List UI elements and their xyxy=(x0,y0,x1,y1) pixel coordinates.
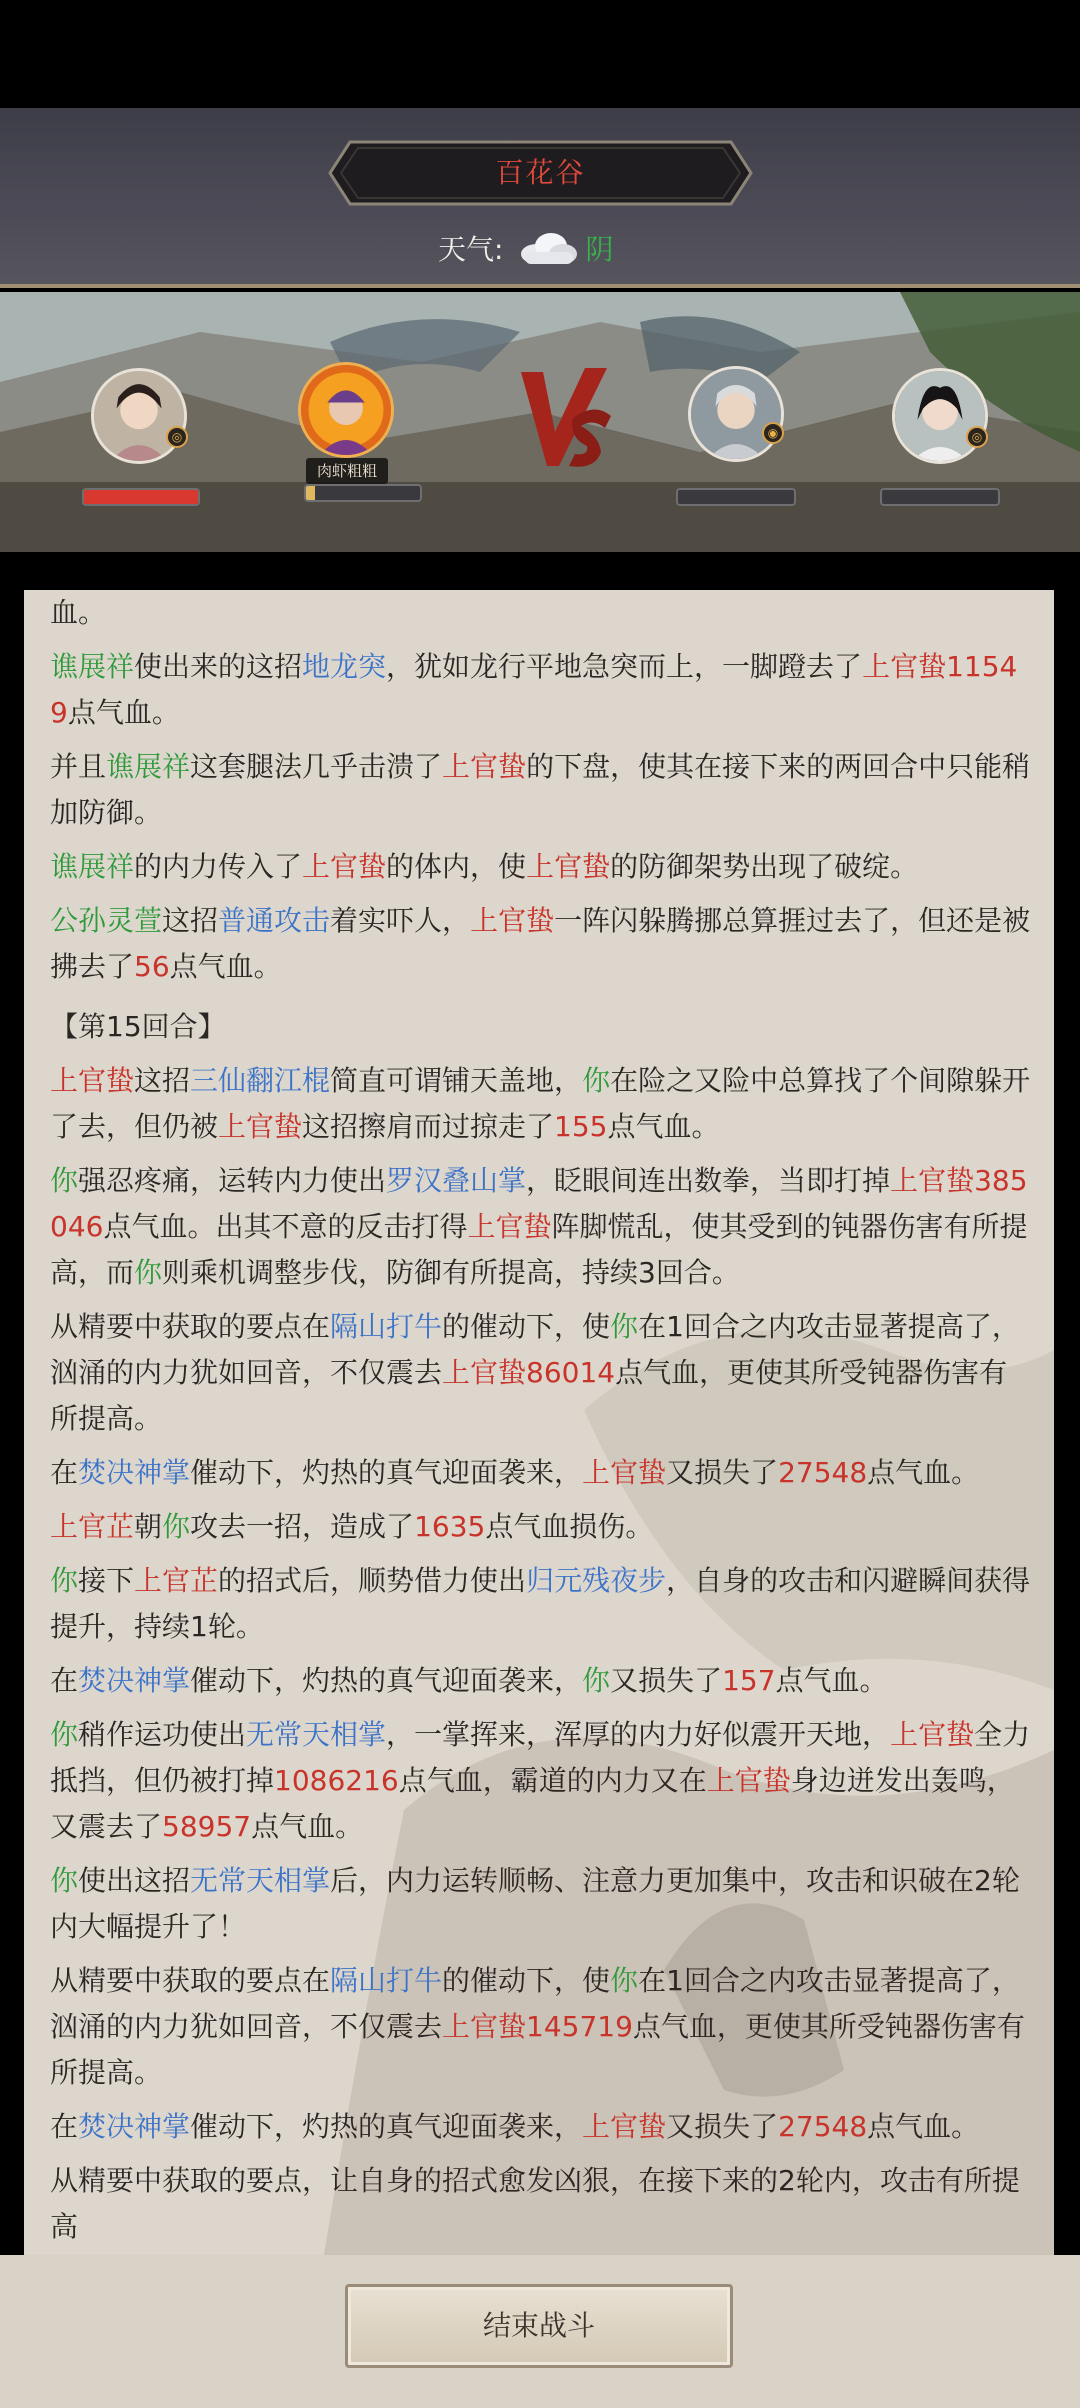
log-text-segment: 催动下，灼热的真气迎面袭来， xyxy=(190,1664,583,1697)
log-text-segment: 从精要中获取的要点在 xyxy=(50,1964,331,1997)
log-text-segment: 的体内，使 xyxy=(386,850,527,883)
log-text-segment: 从精要中获取的要点在 xyxy=(50,1310,331,1343)
log-entry xyxy=(50,844,1034,890)
log-text-segment: 的下盘，使其在接下来的两回合中只能稍加防御。 xyxy=(50,750,1031,829)
weather-info xyxy=(438,226,613,270)
log-entry xyxy=(50,1004,1034,1050)
log-text-segment: 强忍疼痛，运转内力使出 xyxy=(78,1164,387,1197)
battle-log[interactable] xyxy=(24,590,1054,2255)
location-header xyxy=(0,108,1080,288)
log-text-segment: 上官蛰11549 xyxy=(50,650,1018,729)
location-plate xyxy=(328,140,753,206)
log-text-segment: 点气血。 xyxy=(67,696,180,729)
log-text-segment: 点气血损伤。 xyxy=(485,1510,654,1543)
log-text-segment: 公孙灵萱 xyxy=(50,904,163,937)
log-text-segment: 这招 xyxy=(162,904,219,937)
log-text-segment: 归元残夜步 xyxy=(526,1564,667,1597)
log-text-segment: ，自身的攻击和闪避瞬间获得提升，持续1轮。 xyxy=(50,1564,1031,1643)
log-text-segment: 你 xyxy=(162,1510,191,1543)
enemy-avatar-1[interactable] xyxy=(688,366,784,462)
log-entry xyxy=(50,898,1034,990)
log-text-segment: 稍作运功使出 xyxy=(78,1718,247,1751)
ally-avatar-2[interactable] xyxy=(298,362,394,458)
log-text-segment: 在险之又险中总算找了个间隙躲开了去，但仍被 xyxy=(50,1064,1031,1143)
log-text-segment: 隔山打牛 xyxy=(330,1310,443,1343)
log-text-segment: 你 xyxy=(582,1064,611,1097)
log-text-segment: 56 xyxy=(134,950,170,983)
log-text-segment: 27548 xyxy=(778,2110,868,2143)
log-text-segment: 在 xyxy=(50,1664,79,1697)
ally-2-name-tag: 肉虾粗粗 xyxy=(306,458,388,484)
enemy-2-class-badge: ◎ xyxy=(966,426,988,448)
log-text-segment: 的催动下，使 xyxy=(442,1310,611,1343)
log-text-segment: 上官蛰 xyxy=(467,1210,552,1243)
enemy-1-class-badge: ◉ xyxy=(762,422,784,444)
log-text-segment: 朝 xyxy=(134,1510,163,1543)
weather-value: 阴 xyxy=(585,233,614,266)
log-text-segment: 使出来的这招 xyxy=(134,650,303,683)
log-text-segment: 在 xyxy=(50,1456,79,1489)
log-text-segment: 你 xyxy=(50,1718,79,1751)
log-text-segment: 催动下，灼热的真气迎面袭来， xyxy=(190,1456,583,1489)
ally-2-hp-fill xyxy=(306,486,315,500)
log-text-segment: 点气血。 xyxy=(607,1110,720,1143)
log-text-segment: 你 xyxy=(610,1310,639,1343)
enemy-1-hp-bar xyxy=(676,488,796,506)
log-text-segment: 攻去一招，造成了 xyxy=(190,1510,415,1543)
weather-label: 天气: xyxy=(438,233,504,266)
log-text-segment: 上官蛰 xyxy=(890,1718,975,1751)
log-text-segment: 你 xyxy=(50,1164,79,1197)
log-text-segment: 上官蛰86014 xyxy=(442,1356,616,1389)
log-text-segment: 这招 xyxy=(134,1064,191,1097)
log-text-segment: 上官芷 xyxy=(134,1564,219,1597)
log-text-segment: 又损失了 xyxy=(610,1664,723,1697)
log-text-segment: 点气血，霸道的内力又在 xyxy=(398,1764,707,1797)
log-entry xyxy=(50,644,1034,736)
log-text-segment: 1086216 xyxy=(274,1764,399,1797)
log-text-segment: 隔山打牛 xyxy=(330,1964,443,1997)
log-text-segment: ，犹如龙行平地急突而上，一脚蹬去了 xyxy=(386,650,863,683)
log-text-segment: ，眨眼间连出数拳，当即打掉 xyxy=(526,1164,891,1197)
log-text-segment: 接下 xyxy=(78,1564,135,1597)
log-text-segment: 三仙翻江棍 xyxy=(190,1064,331,1097)
log-text-segment: 在1回合之内攻击显著提高了，汹涌的内力犹如回音，不仅震去 xyxy=(50,1310,1020,1389)
log-text-segment: 上官蛰 xyxy=(526,850,611,883)
log-entry xyxy=(50,1558,1034,1650)
ally-avatar-1[interactable] xyxy=(91,368,187,464)
log-entry xyxy=(50,1058,1034,1150)
log-text-segment: 全力抵挡，但仍被打掉 xyxy=(50,1718,1031,1797)
location-title: 百花谷 xyxy=(495,156,586,189)
log-text-segment: 阵脚慌乱，使其受到的钝器伤害有所提高，而 xyxy=(50,1210,1028,1289)
log-text-segment: 又损失了 xyxy=(666,1456,779,1489)
log-text-segment: 点气血。 xyxy=(867,2110,980,2143)
log-text-segment: 上官蛰385046 xyxy=(50,1164,1028,1243)
log-text-segment: 催动下，灼热的真气迎面袭来， xyxy=(190,2110,583,2143)
log-text-segment: 点气血，更使其所受钝器伤害有所提高。 xyxy=(50,2010,1025,2089)
log-text-segment: 27548 xyxy=(778,1456,868,1489)
ally-1-hp-bar xyxy=(82,488,200,506)
log-text-segment: 上官蛰 xyxy=(582,1456,667,1489)
log-text-segment: 58957 xyxy=(162,1810,252,1843)
log-text-segment: 上官蛰145719 xyxy=(442,2010,633,2043)
log-text-segment: ，一掌挥来，浑厚的内力好似震开天地， xyxy=(386,1718,891,1751)
cloud-icon xyxy=(515,228,581,268)
log-entry xyxy=(50,1958,1034,2096)
enemy-avatar-2[interactable] xyxy=(892,368,988,464)
log-text-segment: 后，内力运转顺畅、注意力更加集中，攻击和识破在2轮内大幅提升了！ xyxy=(50,1864,1020,1943)
log-entry xyxy=(50,1158,1034,1296)
log-text-segment: 焚决神掌 xyxy=(78,1456,191,1489)
log-entry xyxy=(50,1504,1034,1550)
log-text-segment: 上官蛰 xyxy=(218,1110,303,1143)
log-text-segment: 这套腿法几乎击溃了 xyxy=(190,750,443,783)
log-text-segment: 上官蛰 xyxy=(706,1764,791,1797)
log-text-segment: 点气血。 xyxy=(867,1456,980,1489)
log-text-segment: 的招式后，顺势借力使出 xyxy=(218,1564,527,1597)
log-text-segment: 则乘机调整步伐，防御有所提高，持续3回合。 xyxy=(162,1256,740,1289)
log-text-segment: 谯展祥 xyxy=(50,850,135,883)
log-text-segment: 从精要中获取的要点，让自身的招式愈发凶狠，在接下来的2轮内，攻击有所提高 xyxy=(50,2164,1020,2243)
log-text-segment: 使出这招 xyxy=(78,1864,191,1897)
log-text-segment: 的内力传入了 xyxy=(134,850,303,883)
log-text-segment: 点气血。出其不意的反击打得 xyxy=(103,1210,468,1243)
log-text-segment: 你 xyxy=(134,1256,163,1289)
log-entry xyxy=(50,1304,1034,1442)
log-text-segment: 焚决神掌 xyxy=(78,2110,191,2143)
battle-scene xyxy=(0,292,1080,552)
log-text-segment: 焚决神掌 xyxy=(78,1664,191,1697)
log-text-segment: 【第15回合】 xyxy=(50,1010,226,1043)
log-text-segment: 简直可谓铺天盖地， xyxy=(330,1064,583,1097)
log-entry xyxy=(50,2104,1034,2150)
log-text-segment: 你 xyxy=(582,1664,611,1697)
log-text-segment: 普通攻击 xyxy=(218,904,331,937)
log-text-segment: 155 xyxy=(554,1110,608,1143)
status-bar xyxy=(0,0,1080,108)
log-text-segment: 无常天相掌 xyxy=(190,1864,331,1897)
log-text-segment: 上官芷 xyxy=(50,1510,135,1543)
log-text-segment: 你 xyxy=(50,1864,79,1897)
log-text-segment: 点气血。 xyxy=(169,950,282,983)
log-entry xyxy=(50,1658,1034,1704)
log-text-segment: 的催动下，使 xyxy=(442,1964,611,1997)
end-battle-button[interactable]: 结束战斗 xyxy=(345,2284,733,2368)
log-text-segment: 在 xyxy=(50,2110,79,2143)
ally-2-hp-bar xyxy=(304,484,422,502)
log-text-segment: 并且 xyxy=(50,750,107,783)
log-text-segment: 上官蛰 xyxy=(302,850,387,883)
log-entry xyxy=(50,744,1034,836)
log-entry xyxy=(50,1858,1034,1950)
log-text-segment: 罗汉叠山掌 xyxy=(386,1164,527,1197)
log-text-segment: 1635 xyxy=(414,1510,486,1543)
log-text-segment: 一阵闪躲腾挪总算捱过去了，但还是被拂去了 xyxy=(50,904,1031,983)
log-text-segment: 上官蛰 xyxy=(582,2110,667,2143)
log-text-segment: 谯展祥 xyxy=(106,750,191,783)
log-text-segment: 在1回合之内攻击显著提高了，汹涌的内力犹如回音，不仅震去 xyxy=(50,1964,1020,2043)
enemy-2-hp-bar xyxy=(880,488,1000,506)
log-text-segment: 点气血。 xyxy=(775,1664,888,1697)
battle-log-content xyxy=(50,590,1034,2255)
log-entry xyxy=(50,1450,1034,1496)
log-text-segment: 这招擦肩而过掠走了 xyxy=(302,1110,555,1143)
log-text-segment: 上官蛰 xyxy=(470,904,555,937)
log-text-segment: 157 xyxy=(722,1664,776,1697)
log-entry xyxy=(50,590,1034,636)
log-text-segment: 血。 xyxy=(50,596,107,629)
log-text-segment: 你 xyxy=(610,1964,639,1997)
log-text-segment: 无常天相掌 xyxy=(246,1718,387,1751)
log-text-segment: 的防御架势出现了破绽。 xyxy=(610,850,919,883)
log-text-segment: 地龙突 xyxy=(302,650,387,683)
log-text-segment: 上官蛰 xyxy=(442,750,527,783)
log-text-segment: 又损失了 xyxy=(666,2110,779,2143)
log-text-segment: 着实吓人， xyxy=(330,904,471,937)
ally-1-class-badge: ◎ xyxy=(166,426,188,448)
log-text-segment: 点气血，更使其所受钝器伤害有所提高。 xyxy=(50,1356,1008,1435)
log-text-segment: 谯展祥 xyxy=(50,650,135,683)
log-text-segment: 点气血。 xyxy=(251,1810,364,1843)
log-text-segment: 上官蛰 xyxy=(50,1064,135,1097)
ally-1-hp-fill xyxy=(84,490,198,504)
log-entry xyxy=(50,1712,1034,1850)
log-text-segment: 身边迸发出轰鸣，又震去了 xyxy=(50,1764,1015,1843)
log-entry xyxy=(50,2158,1034,2250)
vs-emblem xyxy=(515,362,615,472)
log-text-segment: 你 xyxy=(50,1564,79,1597)
